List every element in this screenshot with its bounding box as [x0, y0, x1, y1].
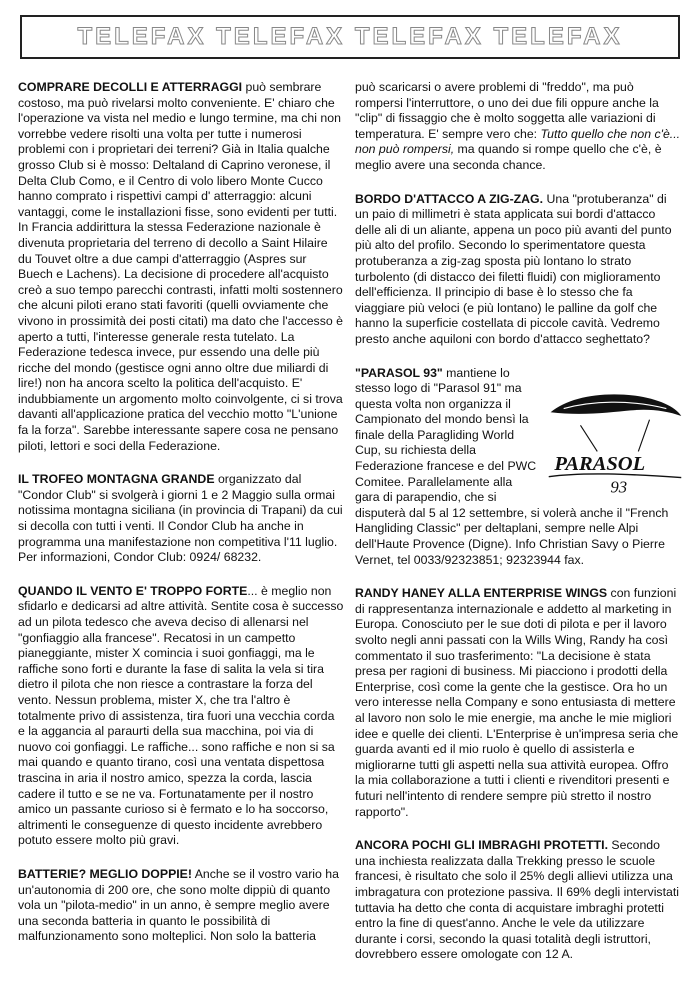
article-heading: COMPRARE DECOLLI E ATTERRAGGI [18, 80, 243, 94]
telefax-banner [20, 15, 680, 59]
article-batterie-continued [355, 80, 681, 174]
article-heading: QUANDO IL VENTO E' TROPPO FORTE [18, 583, 248, 598]
article-vento [18, 584, 344, 849]
article-trofeo [18, 472, 344, 566]
banner-title: TELEFAX TELEFAX TELEFAX TELEFAX [77, 23, 623, 50]
right-column [355, 80, 681, 981]
article-zigzag [355, 192, 681, 348]
article-body-italic: Tutto quello che non c'è... non può rompersi, [355, 126, 681, 157]
article-imbraghi [355, 838, 681, 963]
article-heading: BORDO D'ATTACCO A ZIG-ZAG. [355, 191, 544, 206]
article-haney [355, 586, 681, 820]
article-body: mantiene lo stesso logo di "Parasol 91" ma questa volta non organizza il Campionato del mondo bensì la finale della Paragliding World Cup, su richiesta della Federazione francese e del PWC Comitee. Parallelamente alla gara di parapendio, che si disputerà dal 5 al 12 settembre, si volerà anche il "French Hangliding Classic" per deltaplani, sempre nelle Alpi dell'Haute Provence (Digne). Info Christian Savy o Pierre Vernet, tel 0033/92323851; 92323944 fax. [355, 365, 669, 567]
article-body: Anche se il vostro vario ha un'autonomia di 200 ore, che sono molte dippiù di quanto vola un "pilota-medio" in un anno, è sempre meglio avere una seconda batteria in quanto le possibilità di malfunzionamento sono molteplici. Non solo la batteria [18, 866, 339, 944]
article-heading: ANCORA POCHI GLI IMBRAGHI PROTETTI. [355, 838, 608, 853]
article-body: con funzioni di rappresentanza internazionale e addetto al marketing in Europa. Conosciuto per le sue doti di pilota e per il lavoro svolto negli anni passati con la Wills Wing, Randy ha così commentato il suo trasferimento: "La decisione è stata presa per ragioni di business. Mi piacciono i prodotti della Enterprise, così come la gente che la gestisce. Ora ho un vero interesse nella Company e sono entusiasta di mettere al lavoro non solo le mie energie, ma anche le mie migliori idee e quelle dei clienti. L'Enterprise è un'impresa seria che guarda avanti ed il mio ruolo è quello di assisterla e migliorarne tutti gli aspetti nella sua attività europea. Offro la mia collaborazione a tutti i clienti e rivenditori presenti e futuri nell'intento di rendere sempre più stretto il nostro rapporto". [355, 586, 679, 819]
parasol-logo-word: PARASOL [554, 452, 646, 475]
article-batterie [18, 867, 344, 945]
article-heading: BATTERIE? MEGLIO DOPPIE! [18, 866, 192, 881]
article-heading: IL TROFEO MONTAGNA GRANDE [18, 472, 215, 487]
parasol-logo [545, 388, 685, 500]
article-body: Una "protuberanza" di un paio di millimetri è stata applicata sui bordi d'attacco delle ali di un aliante, appena un poco più avanti del punto più alto del profilo. Secondo lo sperimentatore questa protuberanza a zig-zag sposta più lontano lo strato turbolento (di distacco dei filetti fluidi) con miglioramento dell'efficienza. Il principio di base è lo stesso che fa viaggiare più veloci (e più lontano) le palline da golf che hanno la superficie costellata di piccole cavità. Vedremo presto anche aquiloni con bordo d'attacco seghettato? [355, 191, 672, 346]
article-heading: "PARASOL 93" [355, 365, 443, 380]
article-body: può sembrare costoso, ma può rivelarsi molto conveniente. E' chiaro che l'operazione va vista nel medio e lungo termine, ma chi non vorrebbe vedere risolti una volta per tutte i numerosi problemi con i proprietari dei terreni? Già in Italia qualche grosso Club si è mosso: Deltaland di Caprino veronese, il Delta Club Como, e il Centro di volo libero Monte Cucco hanno comprato i rispettivi campi d' atterraggio: alcuni vantaggi, come le installazioni fisse, sono evidenti per tutti. In Francia addirittura la stessa Federazione nazionale è divenuta proprietaria del terreno di decollo a Saint Hilaire du Touvet oltre a due campi d'atterraggio (Aspres sur Buech e Lachens). La decisione di procedere all'acquisto creò a suo tempo parecchi contrasti, infatti molti sostennero che alcuni piloti erano stati favoriti (quelli ovviamente che vivono in prossimità dei posti citati) ma dato che l'accesso è aperto a tutti, l'interesse generale resta tutelato. La Federazione tedesca invece, pur essendo una delle più ricche del mondo (gestisce ogni anno oltre due miliardi di lire!) non ha ancora scelto la politica dell'acquisto. E' indubbiamente un argomento molto coinvolgente, ci si trova davanti all'applicazione pratica del vecchio motto "L'unione fa la forza". Sarebbe interessante sapere cosa ne pensano piloti, lettori e soci della Federazione. [18, 80, 343, 453]
article-body: ... è meglio non sfidarlo e dedicarsi ad altre attività. Sentite cosa è successo ad un pilota tedesco che aveva deciso di allenarsi nel "gonfiaggio alla francese". Recatosi in un campetto pianeggiante, mister X comincia i suoi gonfiaggi, ma le raffiche sono forti e durante la fase di salita la vela si tira dietro il pilota che non riesce a contrastare la forza del vento. Nessun problema, mister X, che tra l'altro è totalmente privo di assistenza, tira fuori una vecchia corda e la aggancia al paraurti della sua macchina, poi via di nuovo coi gonfiaggi. Le raffiche... sono raffiche e non si sa mai quando e quanto tirano, così una ventata dispettosa trascina in aria il nostro amico, spezza la corda, lascia cadere il tutto e se ne va. Fortunatamente per il nostro amico un passante curioso si è fermato e lo ha soccorso, altrimenti le conseguenze di questo incidente avrebbero potuto essere molto più gravi. [18, 583, 344, 848]
article-body: organizzato dal "Condor Club" si svolgerà i giorni 1 e 2 Maggio sulla ormai notissima montagna siciliana (in provincia di Trapani) da cui si decolla con tutti i venti. Il Condor Club ha anche in programma una manifestazione non competitiva l'11 luglio. Per informazioni, Condor Club: 0924/ 68232. [18, 472, 343, 565]
left-column [18, 80, 344, 963]
article-body: Secondo una inchiesta realizzata dalla Trekking presso le scuole francesi, è risultato che solo il 25% degli allievi utilizza una imbragatura con protezione passiva. Il 69% degli intervistati tuttavia ha detto che conta di acquistare imbraghi protetti entro la fine di quest'anno. Anche le vele da utilizzare durante i corsi, secondo la quasi totalità degli istruttori, dovrebbero essere omologate con 12 A. [355, 838, 679, 962]
article-heading: RANDY HANEY ALLA ENTERPRISE WINGS [355, 586, 608, 601]
article-body: può scaricarsi o avere problemi di "freddo", ma può rompersi l'interruttore, o uno dei due fili oppure anche la "clip" di fissaggio che è molto soggetta alle variazioni di temperatura. E' sempre vero che: [355, 80, 659, 141]
article-parasol-wrapper [355, 366, 681, 569]
parasol-logo-year: 93 [610, 477, 628, 497]
article-decolli [18, 80, 344, 454]
article-body: ma quando si rompe quello che c'è, è meglio avere una seconda chance. [355, 142, 662, 172]
